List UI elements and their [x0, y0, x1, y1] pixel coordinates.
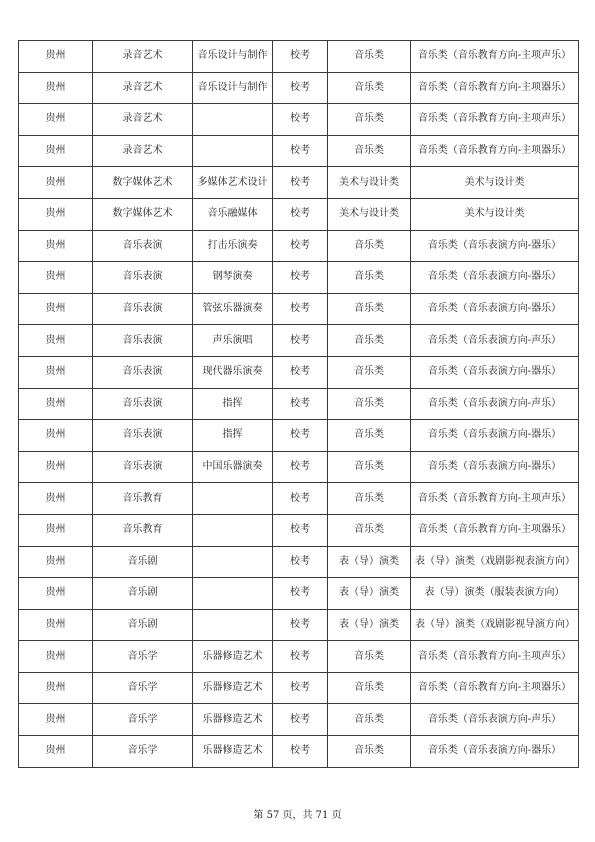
category-cell: 音乐类 [328, 325, 411, 357]
category-cell: 音乐类 [328, 483, 411, 515]
province-cell: 贵州 [19, 704, 93, 736]
province-cell: 贵州 [19, 483, 93, 515]
major-cell: 音乐学 [93, 641, 193, 673]
category-cell: 音乐类 [328, 356, 411, 388]
exam-category-cell: 音乐类（音乐表演方向-器乐） [411, 262, 579, 294]
exam-type-cell: 校考 [273, 641, 328, 673]
table-row [19, 578, 579, 610]
table-row [19, 704, 579, 736]
major-cell: 音乐剧 [93, 546, 193, 578]
exam-type-cell: 校考 [273, 293, 328, 325]
major-cell: 音乐表演 [93, 262, 193, 294]
exam-category-cell: 音乐类（音乐教育方向-主项器乐） [411, 72, 579, 104]
province-cell: 贵州 [19, 41, 93, 73]
province-cell: 贵州 [19, 198, 93, 230]
direction-cell [193, 135, 273, 167]
exam-category-cell: 表（导）演类（戏剧影视表演方向） [411, 546, 579, 578]
major-cell: 音乐学 [93, 704, 193, 736]
direction-cell [193, 514, 273, 546]
direction-cell: 指挥 [193, 388, 273, 420]
exam-category-cell: 音乐类（音乐表演方向-声乐） [411, 388, 579, 420]
table-row [19, 483, 579, 515]
table-row [19, 293, 579, 325]
exam-type-cell: 校考 [273, 325, 328, 357]
direction-cell: 中国乐器演奏 [193, 451, 273, 483]
province-cell: 贵州 [19, 736, 93, 768]
major-cell: 录音艺术 [93, 41, 193, 73]
exam-type-cell: 校考 [273, 262, 328, 294]
table-row [19, 325, 579, 357]
direction-cell: 乐器修造艺术 [193, 672, 273, 704]
exam-category-cell: 美术与设计类 [411, 167, 579, 199]
province-cell: 贵州 [19, 167, 93, 199]
category-cell: 音乐类 [328, 451, 411, 483]
exam-category-cell: 音乐类（音乐表演方向-器乐） [411, 420, 579, 452]
direction-cell: 指挥 [193, 420, 273, 452]
direction-cell [193, 104, 273, 136]
direction-cell [193, 578, 273, 610]
exam-category-cell: 音乐类（音乐表演方向-声乐） [411, 704, 579, 736]
province-cell: 贵州 [19, 230, 93, 262]
exam-type-cell: 校考 [273, 420, 328, 452]
category-cell: 音乐类 [328, 388, 411, 420]
major-cell: 音乐表演 [93, 388, 193, 420]
exam-category-cell: 音乐类（音乐教育方向-主项声乐） [411, 483, 579, 515]
table-row [19, 546, 579, 578]
exam-category-cell: 音乐类（音乐教育方向-主项声乐） [411, 41, 579, 73]
major-cell: 音乐学 [93, 672, 193, 704]
province-cell: 贵州 [19, 356, 93, 388]
category-cell: 音乐类 [328, 420, 411, 452]
exam-type-cell: 校考 [273, 736, 328, 768]
province-cell: 贵州 [19, 451, 93, 483]
table-row [19, 356, 579, 388]
major-cell: 音乐学 [93, 736, 193, 768]
table-row [19, 230, 579, 262]
direction-cell: 乐器修造艺术 [193, 641, 273, 673]
direction-cell: 音乐融媒体 [193, 198, 273, 230]
province-cell: 贵州 [19, 641, 93, 673]
exam-type-cell: 校考 [273, 198, 328, 230]
major-cell: 音乐教育 [93, 514, 193, 546]
exam-category-cell: 音乐类（音乐教育方向-主项器乐） [411, 672, 579, 704]
exam-type-cell: 校考 [273, 451, 328, 483]
table-row [19, 72, 579, 104]
direction-cell: 声乐演唱 [193, 325, 273, 357]
category-cell: 音乐类 [328, 41, 411, 73]
table-row [19, 736, 579, 768]
province-cell: 贵州 [19, 609, 93, 641]
category-cell: 音乐类 [328, 262, 411, 294]
direction-cell: 乐器修造艺术 [193, 704, 273, 736]
table-row [19, 451, 579, 483]
exam-type-cell: 校考 [273, 609, 328, 641]
province-cell: 贵州 [19, 546, 93, 578]
exam-type-cell: 校考 [273, 514, 328, 546]
exam-type-cell: 校考 [273, 167, 328, 199]
exam-type-cell: 校考 [273, 546, 328, 578]
province-cell: 贵州 [19, 262, 93, 294]
major-cell: 录音艺术 [93, 72, 193, 104]
page-footer: 第 57 页，共 71 页 [253, 810, 342, 821]
exam-category-cell: 音乐类（音乐表演方向-器乐） [411, 356, 579, 388]
exam-type-cell: 校考 [273, 578, 328, 610]
exam-type-cell: 校考 [273, 104, 328, 136]
direction-cell: 现代器乐演奏 [193, 356, 273, 388]
province-cell: 贵州 [19, 578, 93, 610]
exam-category-cell: 表（导）演类（戏剧影视导演方向） [411, 609, 579, 641]
table-row [19, 167, 579, 199]
exam-category-cell: 音乐类（音乐教育方向-主项声乐） [411, 104, 579, 136]
exam-type-cell: 校考 [273, 135, 328, 167]
table-row [19, 514, 579, 546]
exam-type-cell: 校考 [273, 41, 328, 73]
major-cell: 音乐表演 [93, 451, 193, 483]
exam-type-cell: 校考 [273, 356, 328, 388]
category-cell: 音乐类 [328, 293, 411, 325]
exam-category-cell: 音乐类（音乐教育方向-主项器乐） [411, 135, 579, 167]
province-cell: 贵州 [19, 72, 93, 104]
exam-category-cell: 美术与设计类 [411, 198, 579, 230]
table-row [19, 262, 579, 294]
exam-type-cell: 校考 [273, 72, 328, 104]
category-cell: 表（导）演类 [328, 546, 411, 578]
table-row [19, 388, 579, 420]
exam-category-cell: 音乐类（音乐表演方向-器乐） [411, 451, 579, 483]
direction-cell: 多媒体艺术设计 [193, 167, 273, 199]
category-cell: 音乐类 [328, 104, 411, 136]
exam-type-cell: 校考 [273, 483, 328, 515]
exam-category-cell: 音乐类（音乐教育方向-主项器乐） [411, 514, 579, 546]
major-cell: 音乐表演 [93, 230, 193, 262]
category-cell: 音乐类 [328, 230, 411, 262]
direction-cell: 音乐设计与制作 [193, 72, 273, 104]
table-body [19, 41, 579, 768]
direction-cell [193, 609, 273, 641]
direction-cell: 钢琴演奏 [193, 262, 273, 294]
province-cell: 贵州 [19, 325, 93, 357]
major-cell: 音乐剧 [93, 609, 193, 641]
direction-cell: 乐器修造艺术 [193, 736, 273, 768]
major-cell: 音乐教育 [93, 483, 193, 515]
exam-category-cell: 音乐类（音乐表演方向-器乐） [411, 293, 579, 325]
exam-category-cell: 音乐类（音乐表演方向-声乐） [411, 325, 579, 357]
category-cell: 美术与设计类 [328, 167, 411, 199]
province-cell: 贵州 [19, 293, 93, 325]
major-cell: 录音艺术 [93, 135, 193, 167]
province-cell: 贵州 [19, 135, 93, 167]
exam-type-cell: 校考 [273, 388, 328, 420]
table-row [19, 609, 579, 641]
category-cell: 音乐类 [328, 641, 411, 673]
direction-cell: 管弦乐器演奏 [193, 293, 273, 325]
category-cell: 音乐类 [328, 704, 411, 736]
category-cell: 表（导）演类 [328, 578, 411, 610]
category-cell: 音乐类 [328, 514, 411, 546]
direction-cell [193, 546, 273, 578]
exam-type-cell: 校考 [273, 704, 328, 736]
table-row [19, 41, 579, 73]
category-cell: 美术与设计类 [328, 198, 411, 230]
direction-cell [193, 483, 273, 515]
category-cell: 音乐类 [328, 736, 411, 768]
major-cell: 音乐表演 [93, 325, 193, 357]
major-cell: 数字媒体艺术 [93, 198, 193, 230]
major-cell: 数字媒体艺术 [93, 167, 193, 199]
province-cell: 贵州 [19, 104, 93, 136]
major-cell: 录音艺术 [93, 104, 193, 136]
table-row [19, 135, 579, 167]
major-cell: 音乐表演 [93, 293, 193, 325]
exam-type-cell: 校考 [273, 672, 328, 704]
direction-cell: 音乐设计与制作 [193, 41, 273, 73]
category-cell: 表（导）演类 [328, 609, 411, 641]
exam-category-cell: 表（导）演类（服装表演方向） [411, 578, 579, 610]
table-row [19, 104, 579, 136]
category-cell: 音乐类 [328, 135, 411, 167]
table-row [19, 420, 579, 452]
province-cell: 贵州 [19, 672, 93, 704]
admissions-table [18, 40, 579, 768]
exam-category-cell: 音乐类（音乐表演方向-器乐） [411, 736, 579, 768]
table-row [19, 198, 579, 230]
province-cell: 贵州 [19, 514, 93, 546]
exam-category-cell: 音乐类（音乐表演方向-器乐） [411, 230, 579, 262]
province-cell: 贵州 [19, 420, 93, 452]
major-cell: 音乐表演 [93, 356, 193, 388]
province-cell: 贵州 [19, 388, 93, 420]
exam-category-cell: 音乐类（音乐教育方向-主项声乐） [411, 641, 579, 673]
direction-cell: 打击乐演奏 [193, 230, 273, 262]
major-cell: 音乐剧 [93, 578, 193, 610]
major-cell: 音乐表演 [93, 420, 193, 452]
category-cell: 音乐类 [328, 672, 411, 704]
exam-type-cell: 校考 [273, 230, 328, 262]
category-cell: 音乐类 [328, 72, 411, 104]
table-row [19, 641, 579, 673]
table-row [19, 672, 579, 704]
